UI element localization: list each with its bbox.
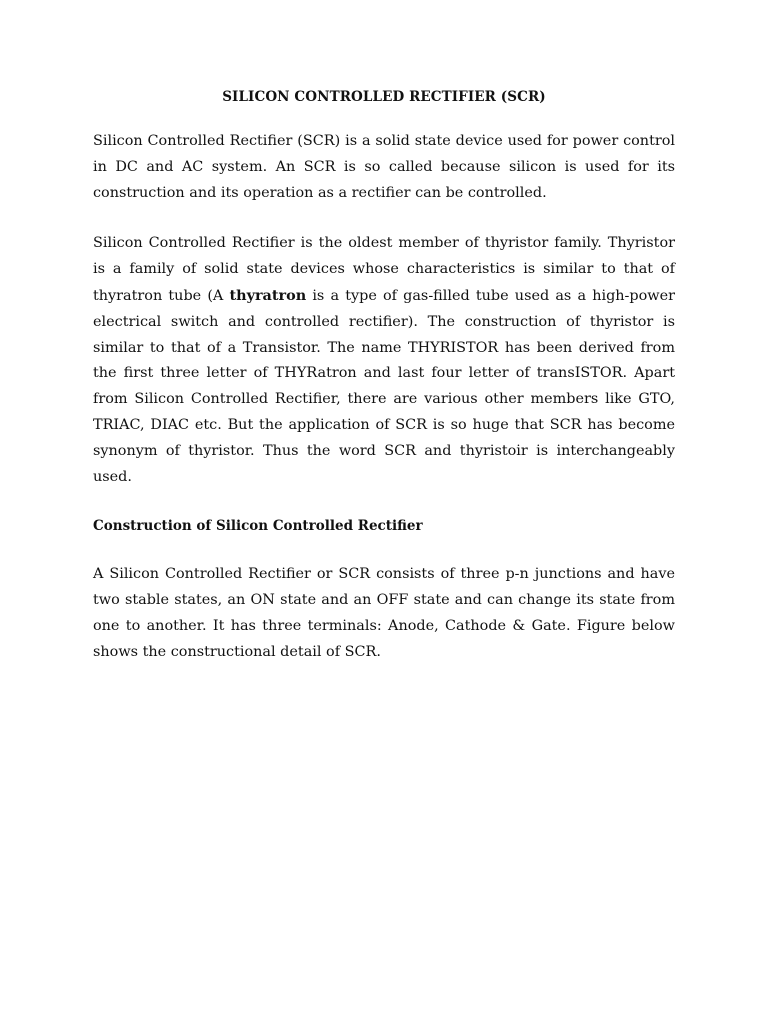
thyratron-bold-term: thyratron (229, 286, 307, 304)
paragraph-text-before-bold: Silicon Controlled Rectifier is the oldest member of thyristor family. Thyristor is a family of solid state devices whose characteristics is similar to that of thyratron tube (A (93, 235, 675, 304)
document-title: SILICON CONTROLLED RECTIFIER (SCR) (222, 89, 546, 105)
intro-paragraph: Silicon Controlled Rectifier (SCR) is a solid state device used for power control in DC and AC system. An SCR is so called because silicon is used for its construction and its operation as a rectifier can be controlled. (93, 133, 675, 201)
paragraph-text-after-bold: is a type of gas-filled tube used as a high-power electrical switch and controlled rectifier). The construction of thyristor is similar to that of a Transistor. The name THYRISTOR has been derived from the first three letter of THYRatron and last four letter of transISTOR. Apart from Silicon Controlled Rectifier, there are various other members like GTO, TRIAC, DIAC etc. But the application of SCR is so huge that SCR has become synonym of thyristor. Thus the word SCR and thyristoir is interchangeably used. (93, 287, 675, 485)
thyristor-family-paragraph (93, 231, 675, 490)
section-heading-construction: Construction of Silicon Controlled Rectifier (93, 518, 423, 535)
document-page (93, 86, 675, 691)
construction-paragraph: A Silicon Controlled Rectifier or SCR consists of three p-n junctions and have two stable states, an ON state and an OFF state and can change its state from one to another. It has three terminals: Anode, Cathode & Gate. Figure below shows the constructional detail of SCR. (93, 566, 675, 660)
